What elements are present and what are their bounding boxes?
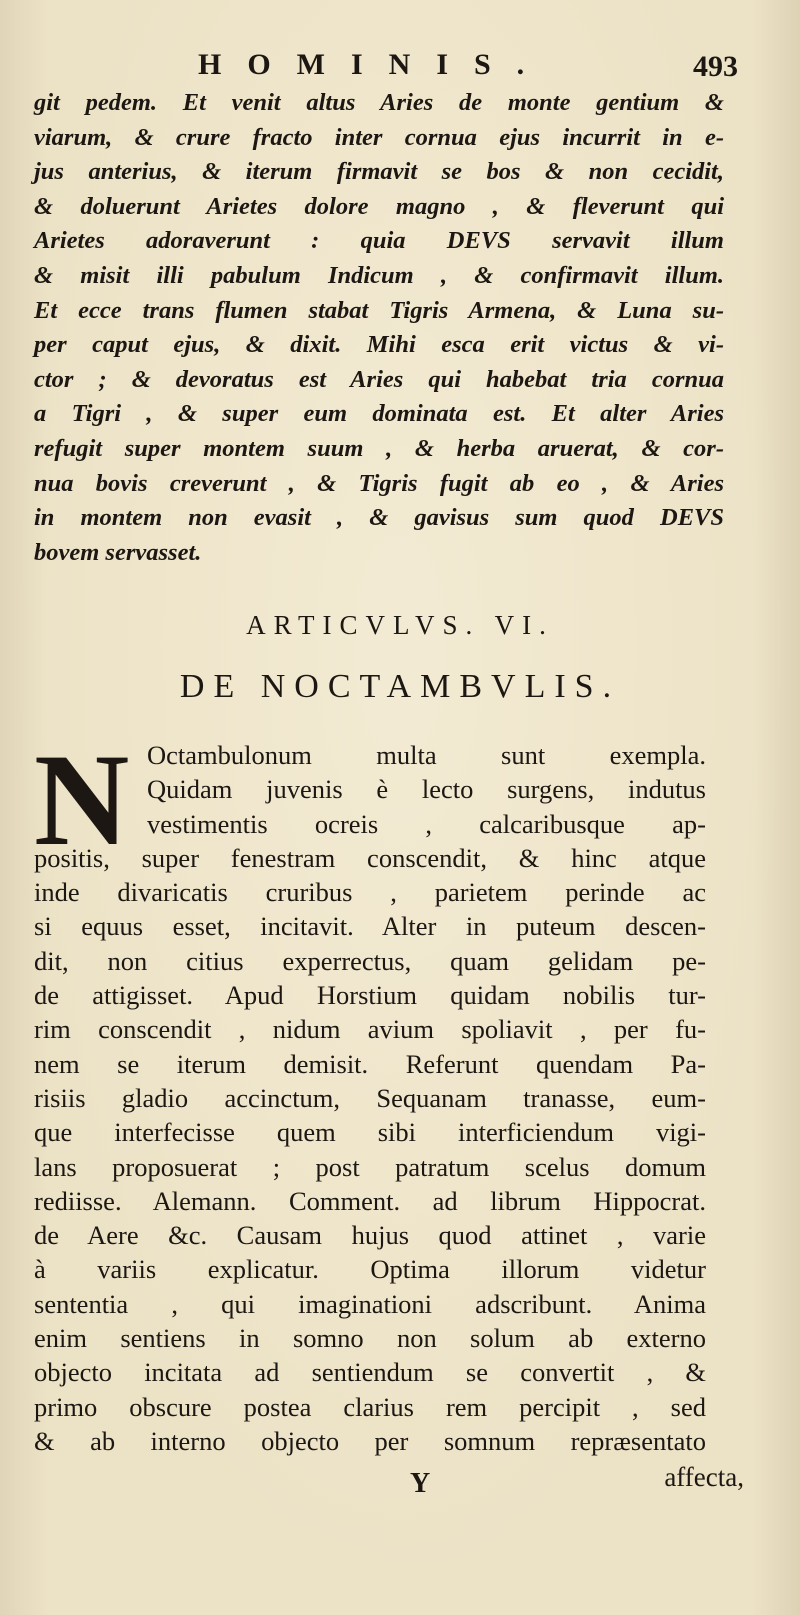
italic-line: ctor ; & devoratus est Aries qui habebat tria cornua [34, 365, 724, 393]
italic-line: a Tigri , & super eum dominata est. Et alter Aries [34, 400, 724, 428]
body-line: rim conscendit , nidum avium spoliavit , per fu- [34, 1014, 706, 1045]
body-text [34, 738, 706, 1458]
body-line: nem se iterum demisit. Referunt quendam Pa- [34, 1048, 706, 1079]
running-head [0, 48, 800, 88]
italic-line: in montem non evasit , & gavisus sum quod DEVS [34, 504, 724, 532]
body-line: enim sentiens in somno non solum ab externo [34, 1323, 706, 1354]
italic-line: jus anterius, & iterum firmavit se bos & non cecidit, [34, 158, 724, 186]
body-line: de Aere &c. Causam hujus quod attinet , varie [34, 1220, 706, 1251]
body-line: Octambulonum multa sunt exempla. [147, 740, 706, 770]
body-line: rediisse. Alemann. Comment. ad librum Hippocrat. [34, 1185, 706, 1216]
body-line: vestimentis ocreis , calcaribusque ap- [147, 808, 706, 839]
body-line: lans proposuerat ; post patratum scelus domum [34, 1151, 706, 1182]
italic-line: & doluerunt Arietes dolore magno , & fleverunt qui [34, 192, 724, 220]
italic-line: refugit super montem suum , & herba aruerat, & cor- [34, 434, 724, 462]
italic-line: Arietes adoraverunt : quia DEVS servavit illum [34, 227, 724, 255]
body-line: à variis explicatur. Optima illorum videtur [34, 1254, 706, 1285]
catchword: affecta, [664, 1462, 744, 1492]
body-line: de attigisset. Apud Horstium quidam nobilis tur- [34, 980, 706, 1011]
body-line: sententia , qui imaginationi adscribunt. Anima [34, 1288, 706, 1319]
italic-line: & misit illi pabulum Indicum , & confirmavit illum. [34, 261, 724, 289]
italic-line: bovem servasset. [34, 538, 202, 566]
running-title: HOMINIS. [198, 48, 551, 81]
body-line: positis, super fenestram conscendit, & hinc atque [34, 842, 706, 873]
italic-line: nua bovis creverunt , & Tigris fugit ab eo , & Aries [34, 469, 724, 497]
drop-cap: N [34, 726, 130, 873]
signature-mark: Y [410, 1468, 431, 1499]
italic-line: git pedem. Et venit altus Aries de monte gentium & [34, 89, 724, 116]
body-line: & ab interno objecto per somnum repræsentato [34, 1425, 706, 1456]
body-line: objecto incitata ad sentiendum se convertit , & [34, 1357, 706, 1388]
body-line: primo obscure postea clarius rem percipit , sed [34, 1391, 706, 1422]
body-line: inde divaricatis cruribus , parietem perinde ac [34, 877, 706, 908]
section-heading: DE NOCTAMBVLIS. [179, 668, 621, 705]
page-number: 493 [693, 50, 738, 83]
article-heading: ARTICVLVS. VI. [246, 610, 554, 640]
body-line: dit, non citius experrectus, quam gelidam pe- [34, 945, 706, 976]
body-line: si equus esset, incitavit. Alter in puteum descen- [34, 911, 706, 942]
body-line: que interfecisse quem sibi interficiendum vigi- [34, 1117, 706, 1148]
italic-line: viarum, & crure fracto inter cornua ejus incurrit in e- [34, 123, 724, 151]
body-line: risiis gladio accinctum, Sequanam tranasse, eum- [34, 1082, 706, 1113]
body-line: Quidam juvenis è lecto surgens, indutus [147, 774, 706, 805]
italic-line: per caput ejus, & dixit. Mihi esca erit victus & vi- [34, 331, 724, 359]
italic-line: Et ecce trans flumen stabat Tigris Armena, & Luna su- [34, 296, 724, 324]
italic-passage [34, 86, 724, 570]
